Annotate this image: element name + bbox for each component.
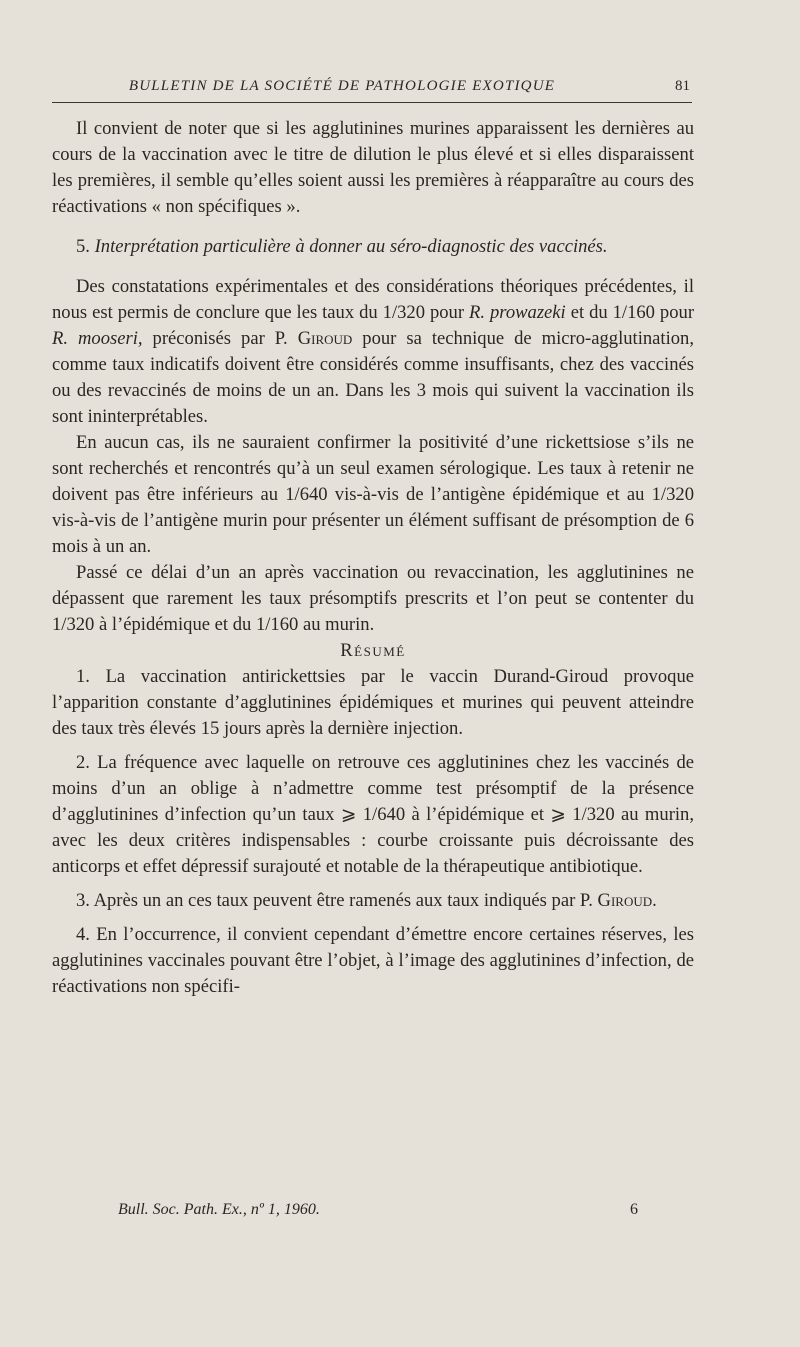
signature-mark: 6 (630, 1201, 638, 1218)
text-fragment: . (652, 890, 657, 911)
section-title: Interprétation particulière à donner au séro-diagnostic des vaccinés. (94, 236, 608, 257)
footer-citation: Bull. Soc. Path. Ex., nº 1, 1960. (118, 1201, 320, 1218)
paragraph-passe-ce-delai: Passé ce délai d’un an après vaccination ou revaccination, les agglutinines ne dépassent que rarement les taux présomptifs prescrits et l’on peut se contenter du 1/320 à l’épidémique et du 1/160 au murin. (52, 562, 694, 635)
page-footer (118, 1201, 638, 1219)
resume-item-3 (52, 888, 694, 914)
text-fragment: et du 1/160 pour (565, 302, 695, 323)
author-name: Giroud (297, 328, 353, 349)
paragraph-agglutinines-murines: Il convient de noter que si les agglutinines murines apparaissent les dernières au cours de la vaccination avec le titre de dilution le plus élevé et si elles disparaissent les premières, il semble qu’elles soient aussi les premières à réapparaître au cours des réactivations « non spécifiques ». (52, 118, 694, 217)
resume-heading: Résumé (340, 640, 406, 661)
resume-item-2: 2. La fréquence avec laquelle on retrouve ces agglutinines chez les vaccinés de moins d’un an oblige à n’admettre comme test présomptif de la présence d’agglutinines d’infection qu’un taux ⩾ 1/640 à l’épidémique et ⩾ 1/320 au murin, avec les deux critères indispensables : courbe croissante puis décroissante des anticorps et effet dépressif surajouté et notable de la thérapeutique antibiotique. (52, 752, 694, 877)
text-fragment: Des constatations expérimentales et des considérations théoriques précédentes, il nous est permis de conclure que les taux du 1/320 pour (52, 276, 694, 323)
paragraph-en-aucun-cas: En aucun cas, ils ne sauraient confirmer la positivité d’une rickettsiose s’ils ne sont recherchés et rencontrés qu’à un seul examen sérologique. Les taux à retenir ne doivent pas être inférieurs au 1/640 vis-à-vis de l’antigène épidémique et au 1/320 vis-à-vis de l’antigène murin pour présenter un élément suffisant de présomption de 6 mois à un an. (52, 432, 694, 557)
text-fragment: pour sa technique de micro-agglutination, comme taux indicatifs doivent être considérés comme insuffisants, chez des vaccinés ou des revaccinés de moins de un an. Dans les 3 mois qui suivent la vaccination ils sont ininterprétables. (52, 328, 694, 427)
species-name: R. prowazeki (469, 302, 566, 323)
section-5-heading (52, 234, 694, 260)
running-header (52, 74, 692, 103)
journal-title: BULLETIN DE LA SOCIÉTÉ DE PATHOLOGIE EXOTIQUE (128, 78, 556, 94)
resume-item-1: 1. La vaccination antirickettsies par le vaccin Durand-Giroud provoque l’apparition constante d’agglutinines épidémiques et murines qui peuvent atteindre des taux très élevés 15 jours après la dernière injection. (52, 666, 694, 739)
author-name: Giroud (597, 890, 653, 911)
paragraph-constatations (52, 274, 694, 430)
resume-item-4: 4. En l’occurrence, il convient cependant d’émettre encore certaines réserves, les agglutinines vaccinales pouvant être l’objet, à l’image des agglutinines d’infection, de réactivations non spécifi- (52, 924, 694, 997)
section-number: 5. (76, 236, 90, 257)
page-number: 81 (675, 78, 690, 94)
species-name: R. mooseri, (52, 328, 143, 349)
text-fragment: préconisés par P. (142, 328, 298, 349)
article-body (52, 116, 694, 1000)
text-fragment: 3. Après un an ces taux peuvent être ramenés aux taux indiqués par P. (76, 890, 598, 911)
